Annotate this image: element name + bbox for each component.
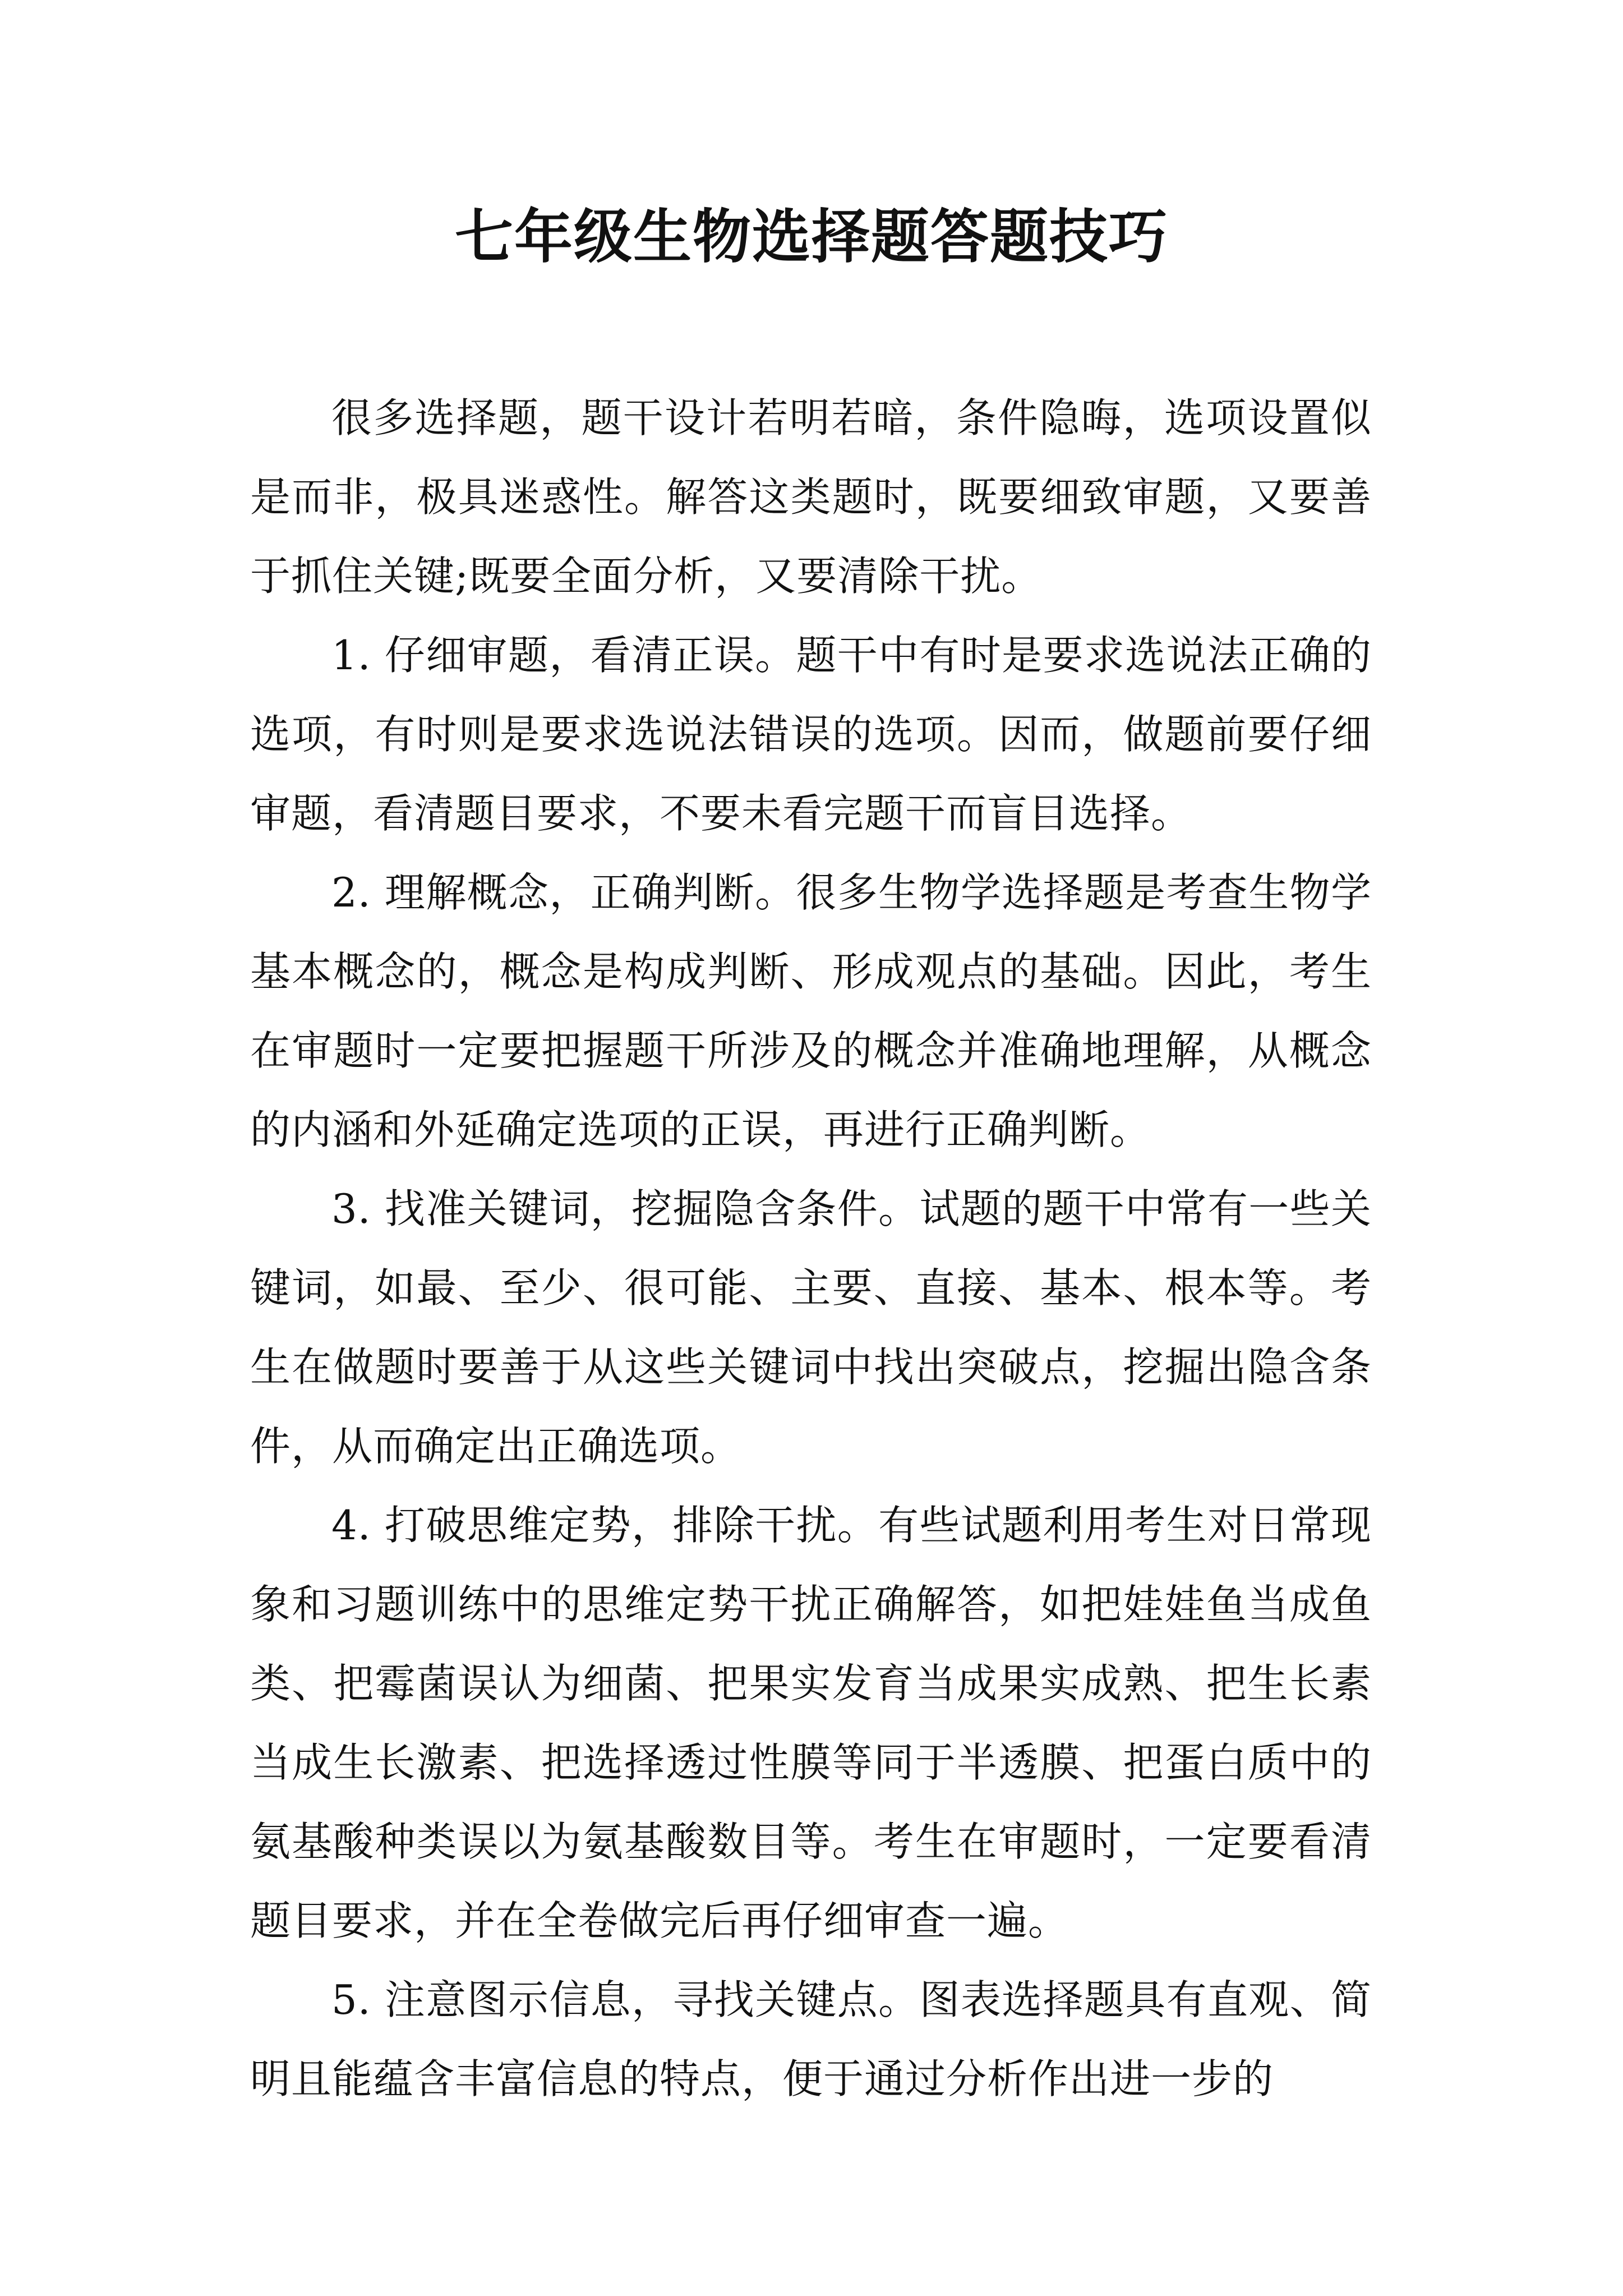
tip-paragraph-2: 2. 理解概念，正确判断。很多生物学选择题是考查生物学基本概念的，概念是构成判断、形成观点的基础。因此，考生在审题时一定要把握题干所涉及的概念并准确地理解，从概念的内涵和外延确定选项的正误，再进行正确判断。 <box>250 869 1372 1153</box>
tip-paragraph-1: 1. 仔细审题，看清正误。题干中有时是要求选说法正确的选项，有时则是要求选说法错误的选项。因而，做题前要仔细审题，看清题目要求，不要未看完题干而盲目选择。 <box>250 632 1372 837</box>
tip-paragraph-4: 4. 打破思维定势，排除干扰。有些试题利用考生对日常现象和习题训练中的思维定势干扰正确解答，如把娃娃鱼当成鱼类、把霉菌误认为细菌、把果实发育当成果实成熟、把生长素当成生长激素、把选择透过性膜等同于半透膜、把蛋白质中的氨基酸种类误以为氨基酸数目等。考生在审题时，一定要看清题目要求，并在全卷做完后再仔细审查一遍。 <box>250 1502 1372 1944</box>
intro-paragraph: 很多选择题，题干设计若明若暗，条件隐晦，选项设置似是而非，极具迷惑性。解答这类题时，既要细致审题，又要善于抓住关键;既要全面分析，又要清除干扰。 <box>250 394 1372 600</box>
document-body <box>250 379 1372 2119</box>
tip-paragraph-3: 3. 找准关键词，挖掘隐含条件。试题的题干中常有一些关键词，如最、至少、很可能、主要、直接、基本、根本等。考生在做题时要善于从这些关键词中找出突破点，挖掘出隐含条件，从而确定出正确选项。 <box>250 1185 1372 1470</box>
document-title: 七年级生物选择题答题技巧 <box>454 203 1168 271</box>
tip-paragraph-5: 5. 注意图示信息，寻找关键点。图表选择题具有直观、简明且能蕴含丰富信息的特点，便于通过分析作出进一步的 <box>250 1976 1372 2102</box>
